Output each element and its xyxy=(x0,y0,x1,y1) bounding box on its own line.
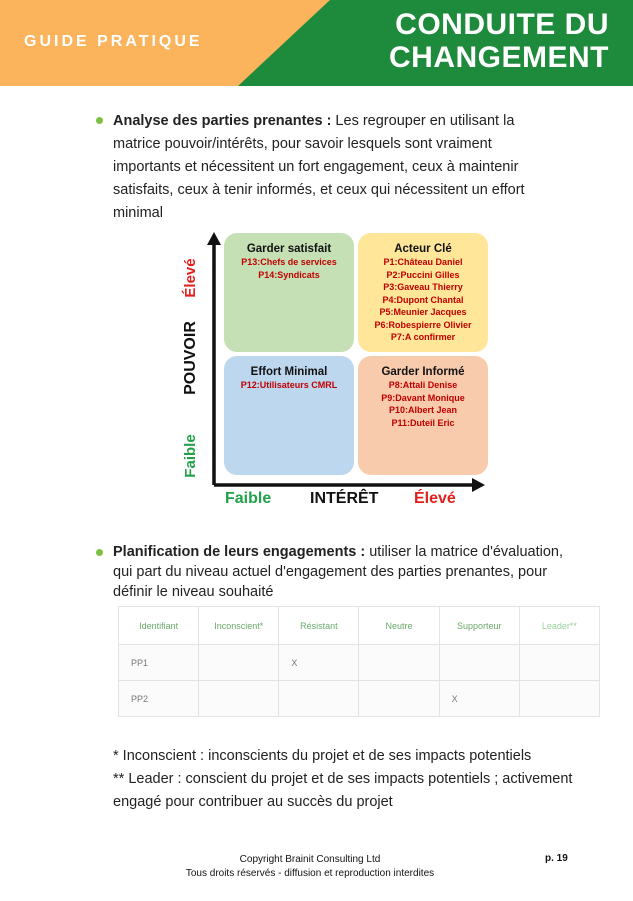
table-cell xyxy=(359,645,439,681)
stakeholder-item: P12:Utilisateurs CMRL xyxy=(240,380,338,390)
stakeholder-item: P13:Chefs de services xyxy=(241,257,337,267)
column-header: Leader** xyxy=(519,607,599,645)
quadrant-keep-satisfied xyxy=(224,233,354,352)
table-cell: PP1 xyxy=(119,645,199,681)
y-axis-high-label: Élevé xyxy=(182,258,199,298)
guide-label: GUIDE PRATIQUE xyxy=(24,33,203,50)
page-number: p. 19 xyxy=(545,853,568,864)
page-footer xyxy=(120,853,500,881)
table-cell xyxy=(439,645,519,681)
table-header-row xyxy=(119,607,600,645)
title-line-1: CONDUITE DU xyxy=(395,8,609,41)
page-header xyxy=(0,0,633,86)
table-cell xyxy=(199,645,279,681)
table-cell xyxy=(519,681,599,717)
title-line-2: CHANGEMENT xyxy=(389,41,609,74)
stakeholder-item: P10:Albert Jean xyxy=(388,405,458,415)
x-axis-title: INTÉRÊT xyxy=(310,490,379,507)
column-header: Identifiant xyxy=(119,607,199,645)
stakeholder-item: P7:A confirmer xyxy=(390,332,456,342)
bullet-body: Les regrouper en utilisant la matrice pouvoir/intérêts, pour savoir lesquels sont vraiment importants et nécessitent un fort engagement, ceux à maintenir satisfaits, ceux à tenir informés, et ceux qui nécessitent un effort minimal xyxy=(113,113,525,221)
table-cell: X xyxy=(439,681,519,717)
table-row xyxy=(119,681,600,717)
table-row xyxy=(119,645,600,681)
table-cell: X xyxy=(279,645,359,681)
stakeholder-item: P4:Dupont Chantal xyxy=(382,294,464,305)
x-axis-low-label: Faible xyxy=(225,490,272,507)
stakeholder-item: P9:Davant Monique xyxy=(381,392,465,403)
bullet-heading: Analyse des parties prenantes : xyxy=(113,113,332,129)
x-axis-high-label: Élevé xyxy=(414,490,456,507)
quadrant-title: Garder Informé xyxy=(381,366,465,378)
quadrant-minimal-effort xyxy=(224,356,354,475)
column-header: Supporteur xyxy=(439,607,519,645)
column-header: Neutre xyxy=(359,607,439,645)
copyright-text: Copyright Brainit Consulting Ltd xyxy=(239,854,381,865)
bullet-body: utiliser la matrice d'évaluation, qui part du niveau actuel d'engagement des parties prenantes, pour définir le niveau souhaité xyxy=(113,544,564,600)
table-cell xyxy=(199,681,279,717)
quadrant-title: Acteur Clé xyxy=(394,243,452,255)
stakeholder-item: P1:Château Daniel xyxy=(383,257,463,267)
quadrant-title: Effort Minimal xyxy=(250,366,328,378)
bullet-icon xyxy=(96,117,103,124)
stakeholder-item: P3:Gaveau Thierry xyxy=(383,282,463,292)
column-header: Résistant xyxy=(279,607,359,645)
table-cell xyxy=(519,645,599,681)
bullet-heading: Planification de leurs engagements : xyxy=(113,544,366,560)
stakeholder-item: P11:Duteil Eric xyxy=(391,417,455,428)
engagement-matrix-table xyxy=(118,606,600,717)
page-title xyxy=(349,8,609,74)
column-header: Inconscient* xyxy=(199,607,279,645)
table-cell xyxy=(359,681,439,717)
stakeholder-item: P8:Attali Denise xyxy=(388,380,458,390)
stakeholder-item: P6:Robespierre Olivier xyxy=(374,319,472,330)
stakeholder-item: P14:Syndicats xyxy=(258,269,320,280)
footnotes xyxy=(113,745,583,814)
rights-text: Tous droits réservés - diffusion et reproduction interdites xyxy=(185,868,435,879)
bullet-text xyxy=(113,110,563,225)
y-axis-low-label: Faible xyxy=(182,434,199,478)
stakeholder-item: P2:Puccini Gilles xyxy=(386,269,460,280)
power-interest-matrix xyxy=(180,228,500,518)
bullet-text xyxy=(113,542,563,602)
footnote-inconscient: * Inconscient : inconscients du projet et de ses impacts potentiels xyxy=(113,748,532,764)
footnote-leader: ** Leader : conscient du projet et de ses impacts potentiels ; activement engagé pour contribuer au succès du projet xyxy=(113,771,573,810)
table-cell: PP2 xyxy=(119,681,199,717)
quadrant-key-player xyxy=(358,233,488,352)
quadrant-keep-informed xyxy=(358,356,488,475)
quadrant-title: Garder satisfait xyxy=(246,243,332,255)
table-cell xyxy=(279,681,359,717)
bullet-icon xyxy=(96,549,103,556)
stakeholder-item: P5:Meunier Jacques xyxy=(379,307,467,317)
y-axis-title: POUVOIR xyxy=(182,321,199,395)
